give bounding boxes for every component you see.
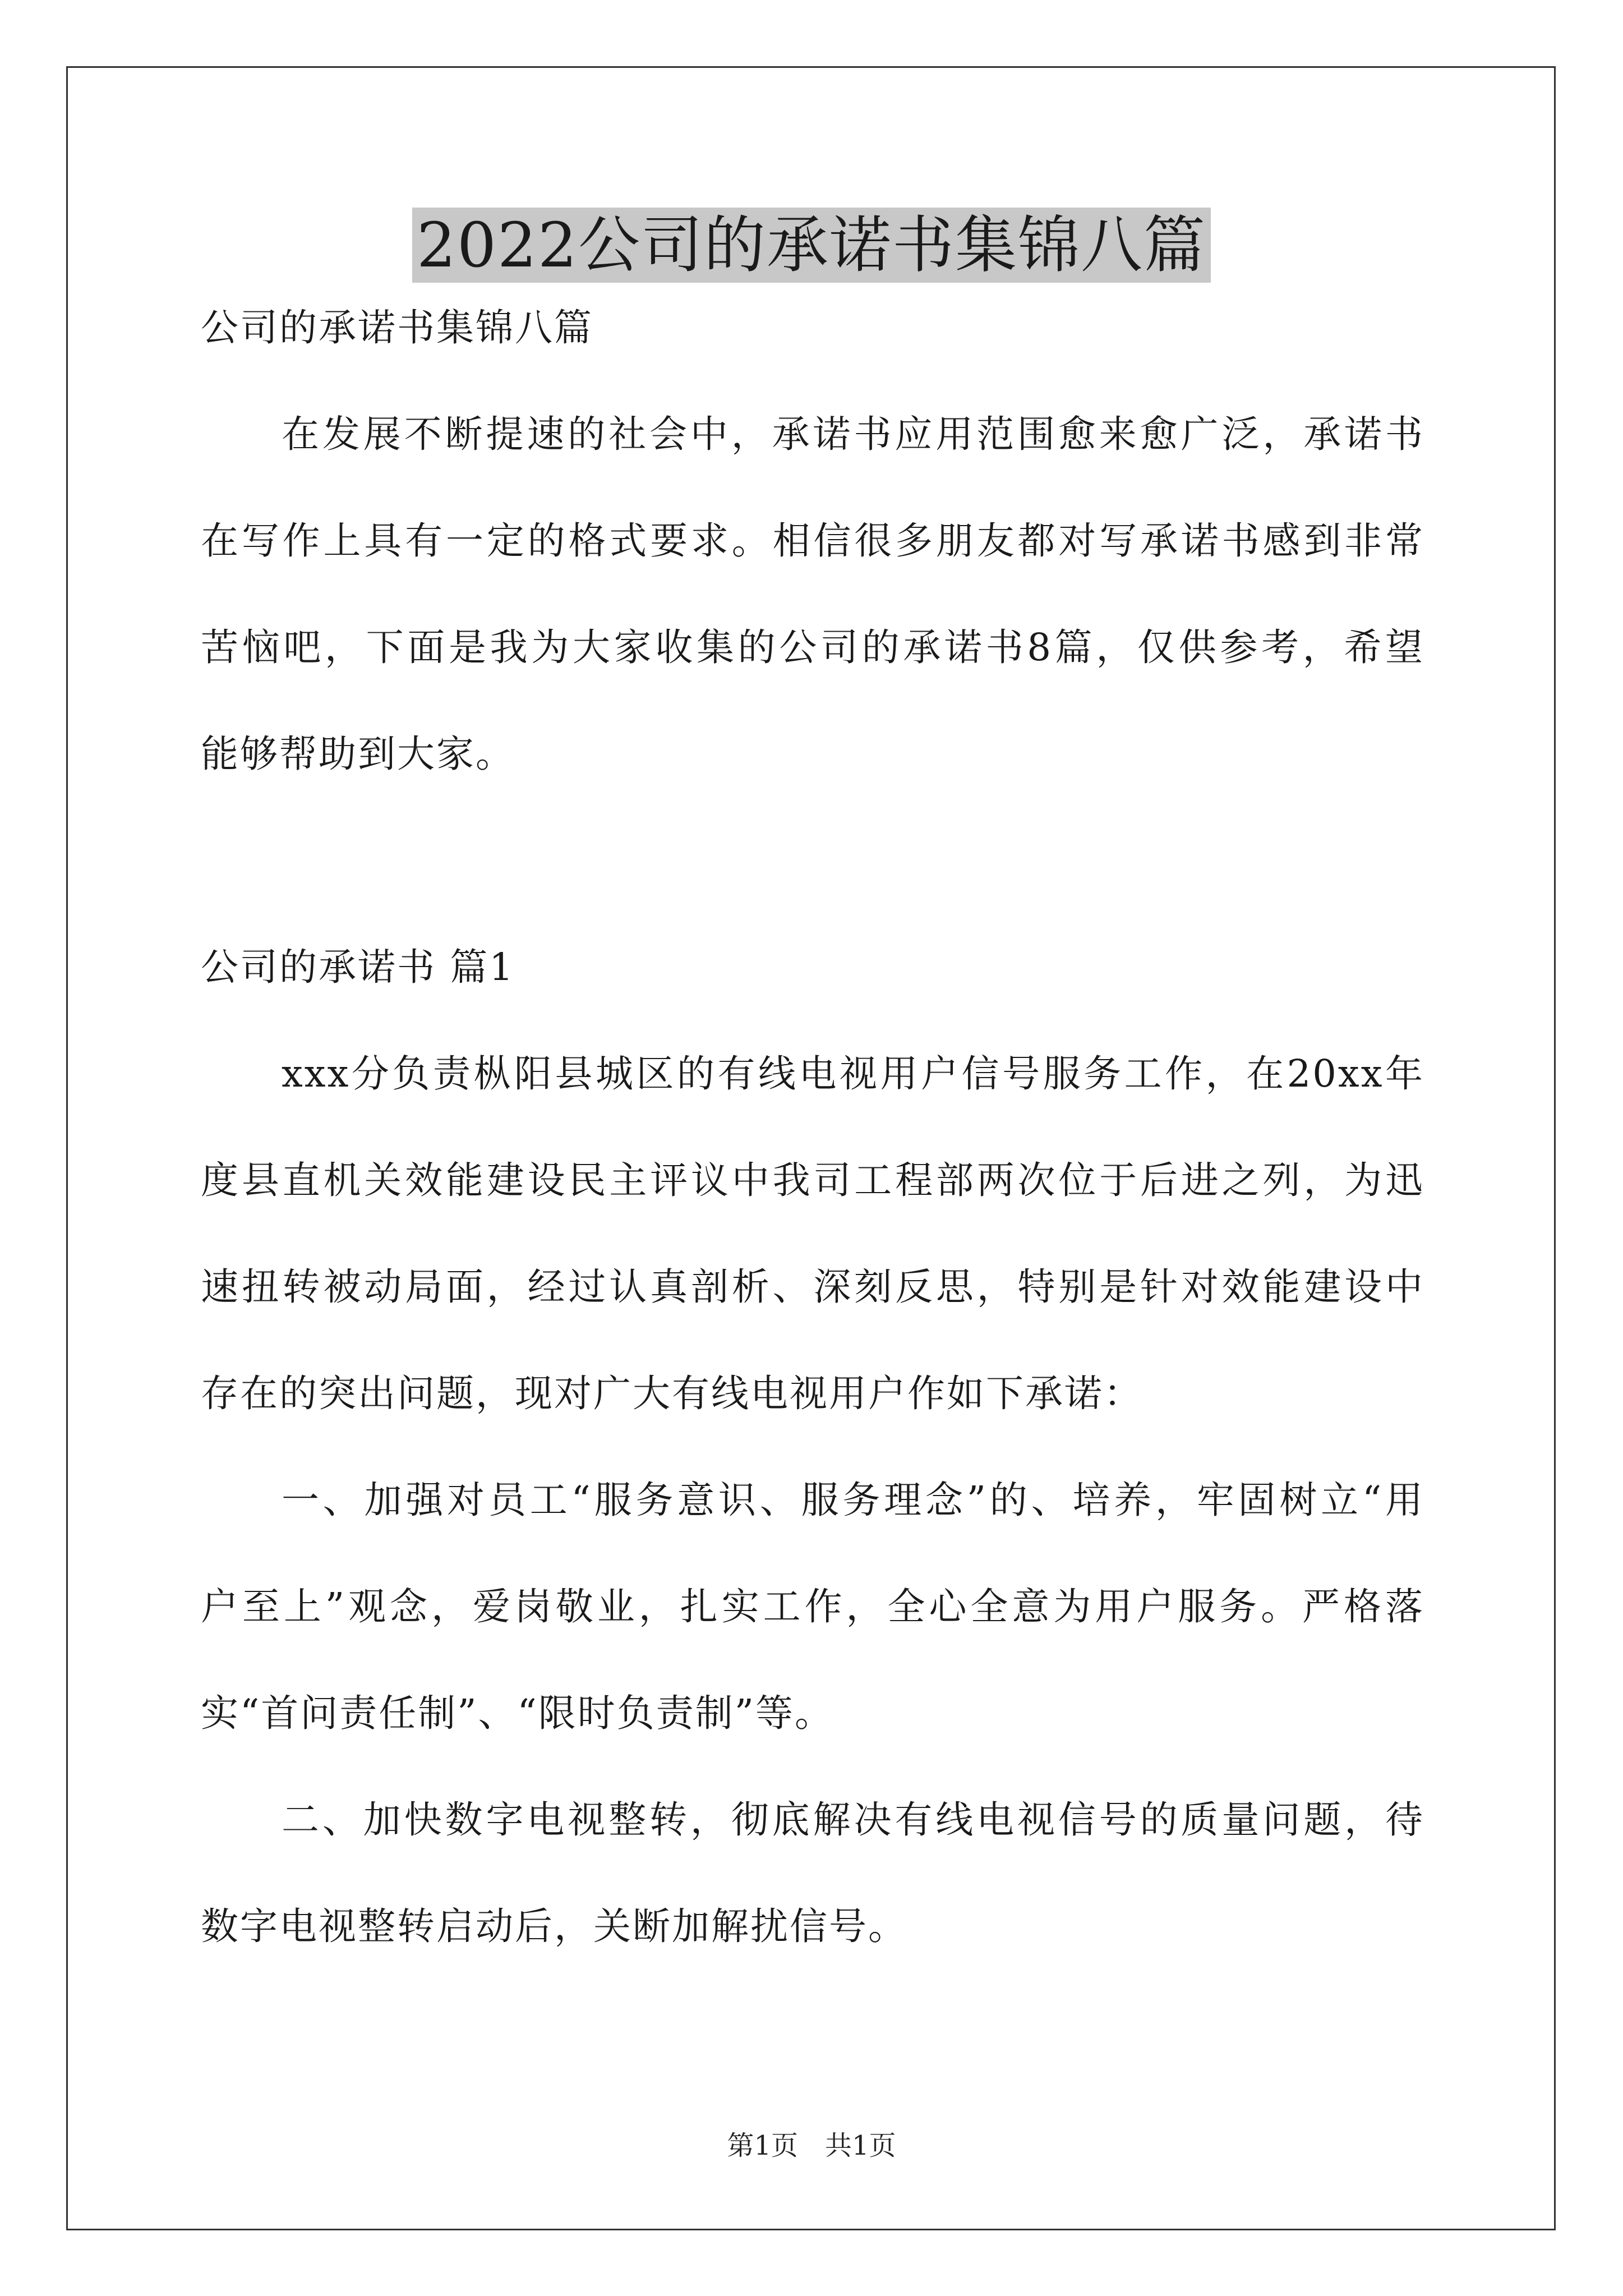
text-line: 在发展不断提速的社会中，承诺书应用范围愈来愈广泛，承诺书 (282, 412, 1424, 456)
text-line: 苦恼吧，下面是我为大家收集的公司的承诺书8篇，仅供参考，希望 (201, 625, 1424, 669)
document-body (201, 301, 1424, 1953)
paragraph-2 (201, 1473, 1424, 1740)
text-line: 存在的突出问题，现对广大有线电视用户作如下承诺： (201, 1372, 1143, 1415)
intro-paragraph (201, 407, 1424, 781)
paragraph-3 (201, 1793, 1424, 1953)
text-line: 二、加快数字电视整转，彻底解决有线电视信号的质量问题，待 (282, 1798, 1424, 1842)
text-line: 实“首问责任制”、“限时负责制”等。 (201, 1691, 834, 1735)
text-line: 度县直机关效能建设民主评议中我司工程部两次位于后进之列，为迅 (201, 1158, 1424, 1202)
text-line: 速扭转被动局面，经过认真剖析、深刻反思，特别是针对效能建设中 (201, 1265, 1424, 1309)
text-line: 户至上”观念，爱岗敬业，扎实工作，全心全意为用户服务。严格落 (201, 1585, 1424, 1628)
paragraph-1 (201, 1047, 1424, 1420)
text-line: 在写作上具有一定的格式要求。相信很多朋友都对写承诺书感到非常 (201, 519, 1424, 563)
page-footer: 第1页 共1页 (727, 2130, 896, 2161)
document-title: 2022公司的承诺书集锦八篇 (412, 208, 1211, 283)
document-subtitle: 公司的承诺书集锦八篇 (201, 306, 593, 349)
text-line: 能够帮助到大家。 (201, 732, 515, 776)
text-line: 一、加强对员工“服务意识、服务理念”的、培养，牢固树立“用 (282, 1478, 1424, 1522)
text-line: 数字电视整转启动后，关断加解扰信号。 (201, 1904, 907, 1948)
section-heading: 公司的承诺书 篇1 (201, 945, 515, 989)
text-line: xxx分负责枞阳县城区的有线电视用户信号服务工作，在20xx年 (282, 1052, 1424, 1096)
title-container (0, 208, 1623, 283)
